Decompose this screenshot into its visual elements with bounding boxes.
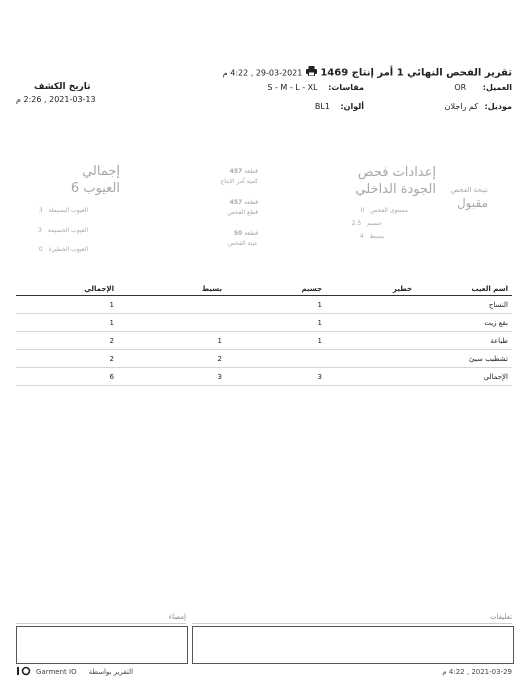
table-row [16, 296, 512, 314]
cell-minor: 3 [118, 368, 226, 386]
cell-major: 1 [226, 296, 326, 314]
inspection-date-value: 2021-03-13 , 2:26 م [16, 95, 96, 104]
cell-minor [118, 314, 226, 332]
inspection-date-label: تاريخ الكشف [34, 82, 91, 92]
report-datetime: 2021-03-29 , 4:22 م [222, 68, 303, 78]
setting-minor [360, 233, 384, 240]
order-label: أمر إنتاج [351, 67, 394, 79]
sample-value: 50 [233, 230, 243, 237]
comments-box[interactable] [192, 626, 514, 664]
report-number: 1 [396, 67, 404, 79]
client-row [454, 83, 512, 92]
minor-defects-row [39, 207, 88, 214]
sample-unit: قطعة [244, 230, 258, 237]
cell-defect-name: الإجمالي [416, 368, 512, 386]
client-label: العميل: [482, 83, 512, 92]
table-row [16, 314, 512, 332]
cell-critical [326, 332, 416, 350]
minor-defects-value: 3 [38, 207, 43, 214]
cell-critical [326, 350, 416, 368]
qty-label: كمية أمر الإنتاج [220, 178, 258, 185]
cell-total: 1 [16, 314, 118, 332]
col-defect-name: اسم العيب [416, 283, 512, 296]
col-minor: بسيط [118, 283, 226, 296]
footer-brand [16, 666, 133, 678]
signature-label: إمضاء [168, 613, 186, 621]
critical-defects-value: 0 [38, 246, 43, 253]
colors-value: BL1 [314, 102, 330, 111]
footer-datetime: 2021-03-29 , 4:22 م [442, 668, 512, 676]
cell-defect-name: طباعة [416, 332, 512, 350]
total-defects: العيوب 6 [70, 181, 120, 196]
client-value: OR [454, 83, 467, 92]
model-value: كم راجلان [444, 102, 479, 111]
colors-label: ألوان: [340, 102, 364, 111]
comments-label: تعليقات [489, 613, 512, 621]
cell-major: 1 [226, 314, 326, 332]
col-total: الإجمالي [16, 283, 118, 296]
cell-defect-name: تشطيب سيئ [416, 350, 512, 368]
comments-divider [192, 623, 512, 624]
result-value: مقبول [456, 196, 488, 210]
inspected-block [227, 198, 258, 218]
table-row [16, 332, 512, 350]
level-label: مستوى الفحص [370, 207, 408, 214]
setting-major [352, 220, 382, 227]
cell-major: 1 [226, 332, 326, 350]
settings-title [306, 164, 436, 198]
col-critical: خطير [326, 283, 416, 296]
qty-value: 457 [229, 168, 243, 175]
critical-defects-label: العيوب الخطيرة [48, 246, 88, 253]
setting-level [361, 207, 408, 214]
cell-total: 2 [16, 332, 118, 350]
defects-table [16, 283, 512, 386]
signature-divider [16, 623, 186, 624]
printer-icon [306, 66, 317, 79]
report-header [223, 66, 512, 79]
cell-critical [326, 314, 416, 332]
minor-value: 4 [359, 233, 364, 240]
major-defects-row [38, 227, 88, 234]
sample-label: عينة الفحص [227, 240, 258, 247]
sizes-row [267, 83, 364, 92]
report-title: تقرير الفحص النهائي [407, 67, 512, 79]
colors-row [315, 102, 364, 111]
brand-name: Garment IO [36, 668, 77, 676]
sample-block [228, 229, 258, 249]
garment-io-logo-icon [16, 666, 32, 678]
cell-major: 3 [226, 368, 326, 386]
cell-minor: 2 [118, 350, 226, 368]
cell-total: 6 [16, 368, 118, 386]
model-row [445, 102, 512, 111]
total-title-line1: إجمالي [82, 164, 120, 179]
order-number: 1469 [320, 67, 349, 79]
cell-defect-name: النساج [416, 296, 512, 314]
result-label: نتيجة الفحص [450, 186, 488, 194]
cell-minor [118, 296, 226, 314]
major-value: 2.5 [351, 220, 362, 227]
sizes-label: مقاسات: [328, 83, 364, 92]
minor-defects-label: العيوب البسيطة [48, 207, 88, 214]
inspected-unit: قطعة [244, 199, 258, 206]
inspected-value: 457 [229, 199, 243, 206]
cell-major [226, 350, 326, 368]
table-header-row [16, 283, 512, 296]
settings-title-line1: إعدادات فحص [357, 165, 436, 180]
report-by-label: التقرير بواسطة [88, 668, 134, 676]
col-major: جسيم [226, 283, 326, 296]
cell-total: 1 [16, 296, 118, 314]
major-defects-label: العيوب الجسيمة [47, 227, 88, 234]
qty-block [220, 167, 258, 187]
model-label: موديل: [484, 102, 512, 111]
cell-defect-name: بقع زيت [416, 314, 512, 332]
inspected-label: قطع الفحص [227, 209, 258, 216]
cell-minor: 1 [118, 332, 226, 350]
table-row [16, 350, 512, 368]
settings-title-line2: الجودة الداخلي [355, 182, 436, 197]
total-title [71, 163, 120, 197]
table-total-row [16, 368, 512, 386]
signature-box[interactable] [16, 626, 188, 664]
cell-critical [326, 296, 416, 314]
major-defects-value: 3 [38, 227, 42, 234]
cell-total: 2 [16, 350, 118, 368]
major-label: جسيم [367, 220, 382, 227]
sizes-value: S - M - L - XL [267, 83, 318, 92]
cell-critical [326, 368, 416, 386]
critical-defects-row [39, 246, 88, 253]
qty-unit: قطعة [244, 168, 258, 175]
level-value: II [360, 207, 365, 214]
minor-label: بسيط [369, 233, 384, 240]
